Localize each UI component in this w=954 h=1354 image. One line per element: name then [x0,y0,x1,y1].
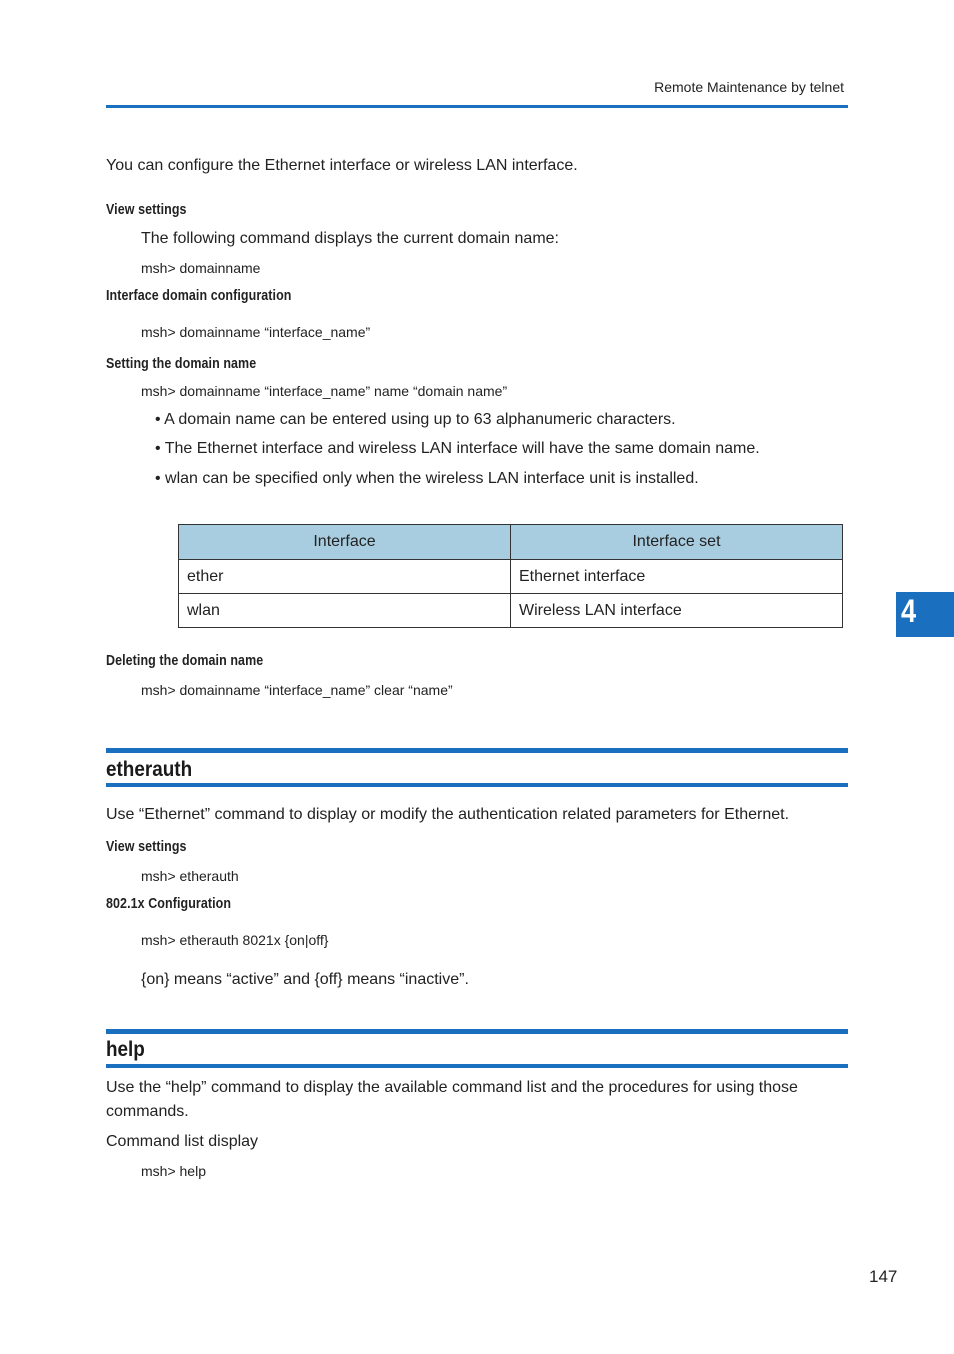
section-rule-top [106,748,848,753]
help-command: msh> help [141,1163,206,1179]
interface-domain-command: msh> domainname “interface_name” [141,324,371,340]
bullet-item: • A domain name can be entered using up to 63 alphanumeric characters. [155,411,676,428]
etherauth-config-command: msh> etherauth 8021x {on|off} [141,932,329,948]
table-header-row [179,525,843,560]
view-settings-command: msh> domainname [141,260,261,276]
table-row [179,594,843,628]
deleting-domain-heading: Deleting the domain name [106,653,264,669]
setting-domain-command: msh> domainname “interface_name” name “domain name” [141,383,508,399]
etherauth-config-note: {on} means “active” and {off} means “inactive”. [141,971,469,988]
view-settings-heading: View settings [106,202,187,218]
help-intro-line2: commands. [106,1103,189,1120]
etherauth-section-title: etherauth [106,758,193,781]
section-rule-bottom [106,1064,848,1068]
chapter-tab [896,592,954,637]
table-header-cell: Interface [179,525,511,560]
chapter-number: 4 [901,593,917,629]
etherauth-config-heading: 802.1x Configuration [106,896,232,912]
header-rule [106,105,848,108]
bullet-item: • The Ethernet interface and wireless LAN interface will have the same domain name. [155,440,760,457]
table-cell: ether [179,560,511,594]
running-header: Remote Maintenance by telnet [654,79,844,95]
table-row [179,560,843,594]
interface-domain-heading: Interface domain configuration [106,288,292,304]
etherauth-intro: Use “Ethernet” command to display or modify the authentication related parameters for Ethernet. [106,806,790,823]
deleting-domain-command: msh> domainname “interface_name” clear “name” [141,682,453,698]
table-cell: Ethernet interface [511,560,843,594]
table-cell: Wireless LAN interface [511,594,843,628]
help-section-title: help [106,1038,145,1061]
table-header-cell: Interface set [511,525,843,560]
interface-table [178,524,843,628]
command-list-heading: Command list display [106,1133,259,1150]
section-rule-top [106,1029,848,1034]
page-number: 147 [869,1267,898,1286]
etherauth-view-settings-heading: View settings [106,839,187,855]
view-settings-text: The following command displays the current domain name: [141,230,559,247]
setting-domain-heading: Setting the domain name [106,356,257,372]
table-cell: wlan [179,594,511,628]
help-intro-line1: Use the “help” command to display the available command list and the procedures for using those [106,1079,798,1096]
intro-text: You can configure the Ethernet interface or wireless LAN interface. [106,157,578,174]
section-rule-bottom [106,783,848,787]
etherauth-view-command: msh> etherauth [141,868,239,884]
bullet-item: • wlan can be specified only when the wireless LAN interface unit is installed. [155,470,699,487]
